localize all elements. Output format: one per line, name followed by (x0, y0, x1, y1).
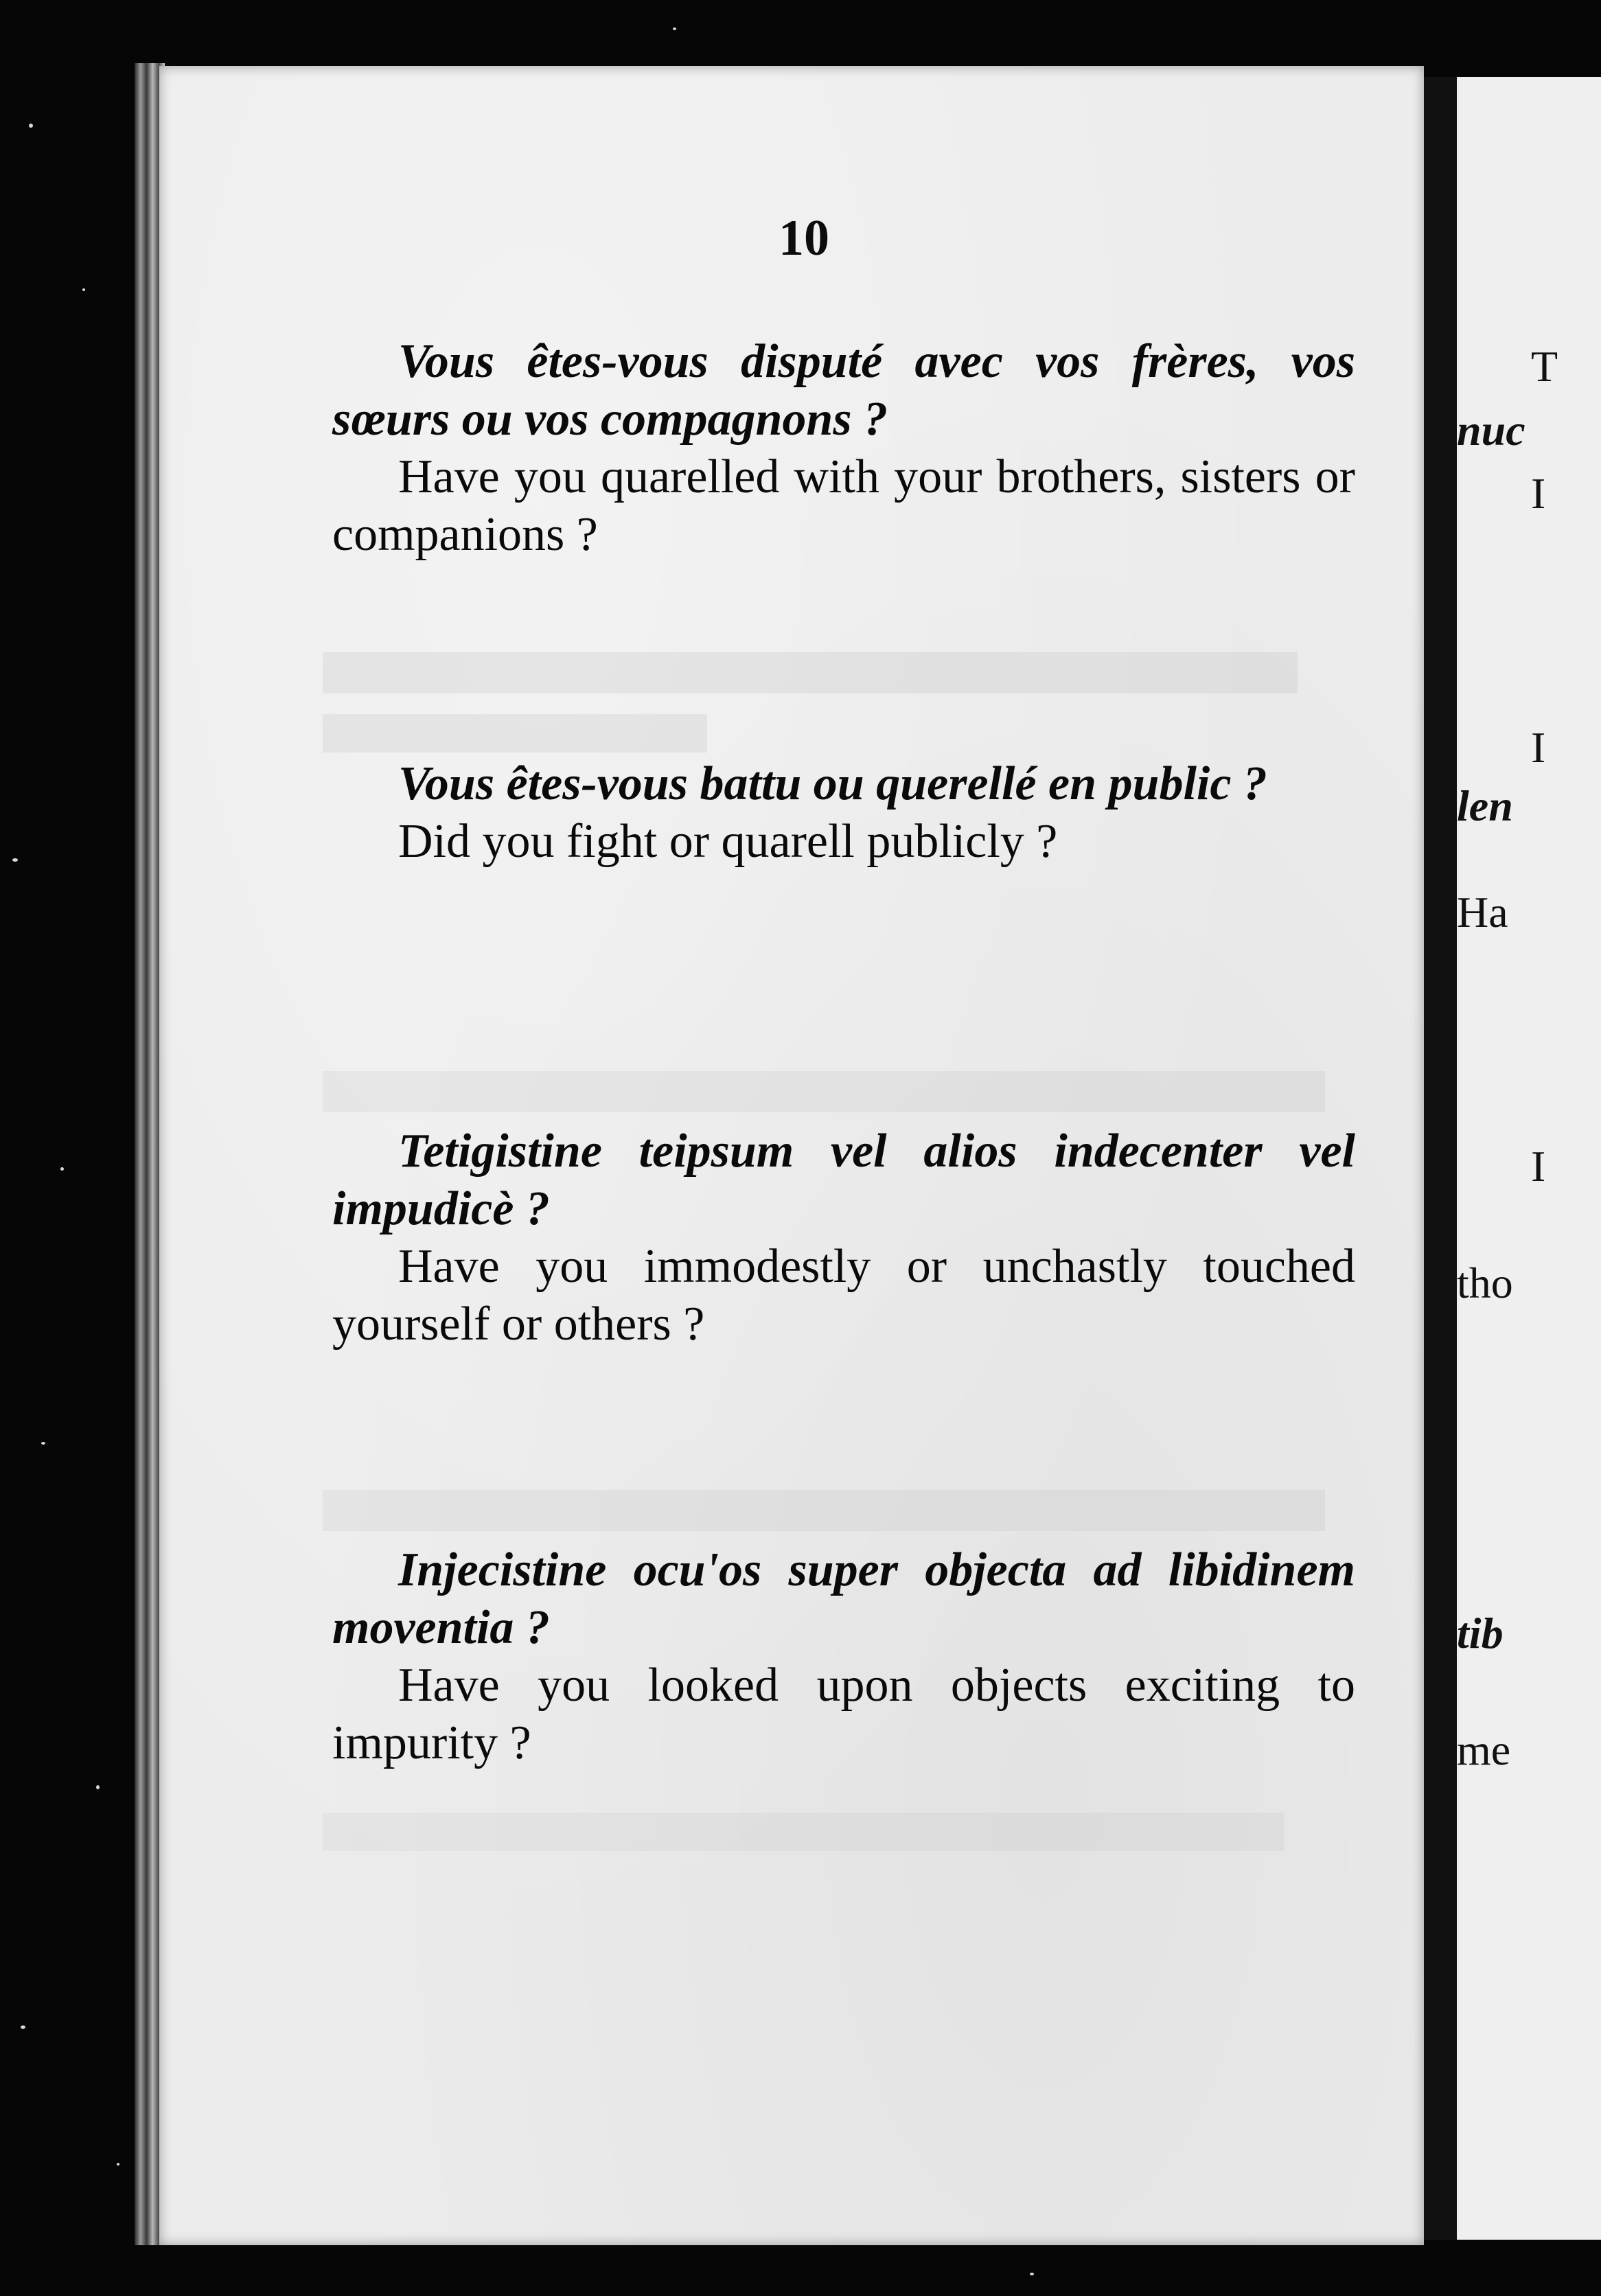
english-translation: Have you immodestly or unchastly touched yourself or others ? (332, 1240, 1355, 1351)
bleed-through-shadow (323, 1813, 1284, 1851)
facing-page-fragment: I (1531, 469, 1546, 518)
facing-page-fragment: tho (1457, 1259, 1513, 1307)
facing-page-fragment: tib (1457, 1609, 1504, 1657)
dust-speck (12, 858, 18, 862)
dust-speck (96, 1785, 100, 1789)
latin-or-french-question: Injecistine ocu'os super objecta ad libidinem moventia ? (332, 1543, 1355, 1654)
entry (332, 1541, 1355, 1772)
entry (332, 1123, 1355, 1353)
dust-speck (82, 288, 85, 291)
english-translation: Have you looked upon objects exciting to impurity ? (332, 1659, 1355, 1769)
page-number: 10 (779, 210, 829, 266)
english-translation: Have you quarelled with your brothers, sisters or companions ? (332, 450, 1355, 561)
dust-speck (1030, 2273, 1034, 2275)
facing-page-fragment: I (1531, 1142, 1546, 1191)
latin-or-french-question: Vous êtes-vous battu ou querellé en public ? (398, 757, 1267, 810)
bleed-through-shadow (323, 1490, 1325, 1531)
bleed-through-shadow (323, 652, 1298, 693)
latin-or-french-question: Tetigistine teipsum vel alios indecenter vel impudicè ? (332, 1125, 1355, 1235)
book-gutter (1424, 77, 1457, 2240)
entry (332, 333, 1355, 564)
bleed-through-shadow (323, 1071, 1325, 1112)
facing-page-fragment: Ha (1457, 888, 1508, 937)
dust-speck (60, 1167, 64, 1171)
facing-page-fragment: T (1531, 342, 1558, 391)
facing-page-fragment: len (1457, 781, 1513, 830)
facing-page-fragment: I (1531, 723, 1546, 772)
english-translation: Did you fight or quarell publicly ? (398, 815, 1058, 868)
facing-page-fragment: nuc (1457, 406, 1525, 455)
dust-speck (41, 1442, 45, 1445)
dust-speck (21, 2025, 25, 2029)
facing-page-fragment: me (1457, 1725, 1511, 1774)
dust-speck (29, 124, 33, 128)
latin-or-french-question: Vous êtes-vous disputé avec vos frères, vos sœurs ou vos compagnons ? (332, 335, 1355, 446)
facing-page (1457, 77, 1601, 2240)
entry (332, 755, 1355, 871)
bleed-through-shadow (323, 714, 707, 753)
dust-speck (673, 27, 676, 30)
dust-speck (117, 2163, 119, 2166)
